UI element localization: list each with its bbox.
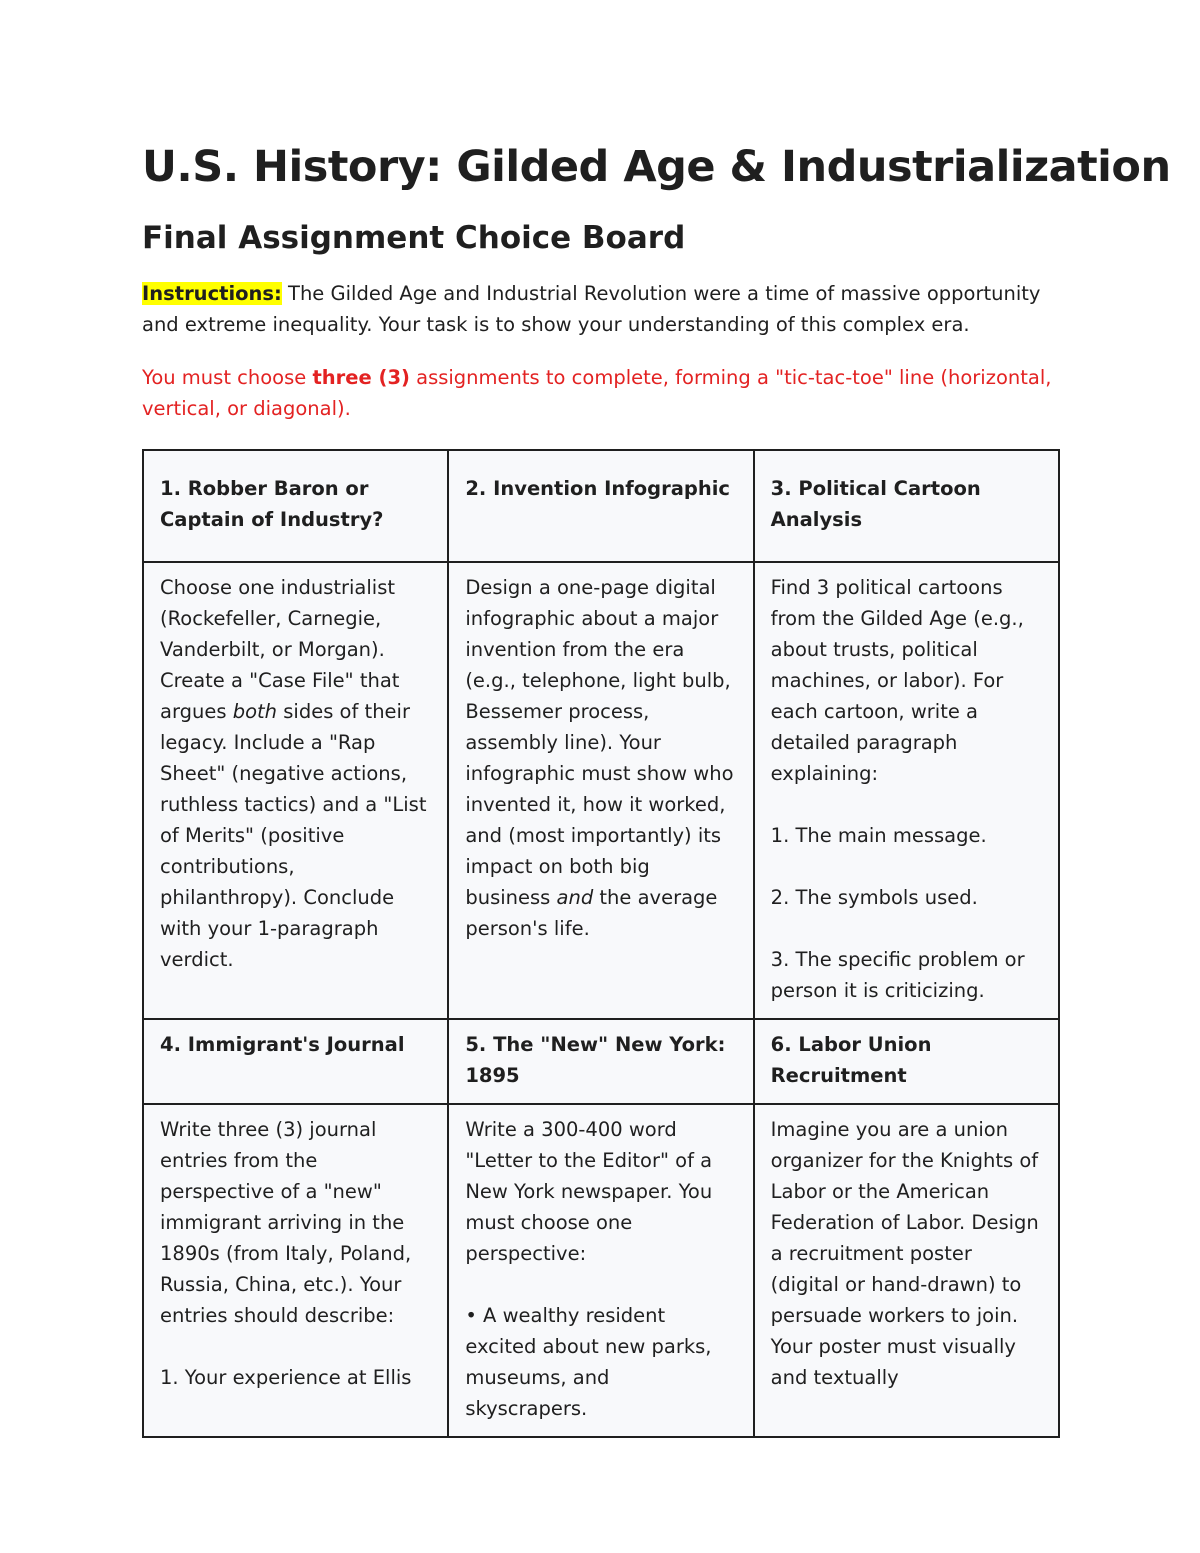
choose-requirement: [142, 362, 1072, 424]
choose-count: three (3): [312, 366, 410, 389]
table-row: [143, 450, 1059, 562]
list-item: 1. Your experience at Ellis: [160, 1366, 412, 1389]
list-item: 1. The main message.: [770, 824, 987, 847]
list-item: 3. The specific problem or person it is criticizing.: [770, 948, 1025, 1002]
table-row: [143, 1019, 1059, 1104]
choose-text-before: You must choose: [142, 366, 313, 389]
cell-body-1: Choose one industrialist (Rockefeller, Carnegie, Vanderbilt, or Morgan). Create a "Case File" that argues both sides of their legacy. Include a "Rap Sheet" (negative actions, ruthless tactics) and a "List of Merits" (positive contributions, philanthropy). Conclude with your 1-paragraph verdict.: [143, 562, 448, 1019]
cell-title-3: 3. Political Cartoon Analysis: [754, 450, 1059, 562]
instructions-label: Instructions:: [142, 282, 282, 305]
page-title: U.S. History: Gilded Age & Industrialization: [142, 142, 1171, 192]
instructions-paragraph: [142, 278, 1072, 340]
table-row: [143, 562, 1059, 1019]
cell-body-2: Design a one-page digital infographic about a major invention from the era (e.g., telephone, light bulb, Bessemer process, assembly line). Your infographic must show who invented it, how it worked, and (most importantly) its impact on both big business and the average person's life.: [448, 562, 753, 1019]
page-subtitle: Final Assignment Choice Board: [142, 220, 686, 256]
cell-title-5: 5. The "New" New York: 1895: [448, 1019, 753, 1104]
list-item: • A wealthy resident excited about new parks, museums, and skyscrapers.: [465, 1304, 712, 1420]
instructions-text: The Gilded Age and Industrial Revolution were a time of massive opportunity and extreme inequality. Your task is to show your understanding of this complex era.: [142, 282, 1041, 336]
cell-title-2: 2. Invention Infographic: [448, 450, 753, 562]
choose-text-after: assignments to complete, forming a "tic-tac-toe" line (horizontal, vertical, or diagonal).: [142, 366, 1052, 420]
cell-body-3: Find 3 political cartoons from the Gilded Age (e.g., about trusts, political machines, or labor). For each cartoon, write a detailed paragraph explaining: 1. The main message. 2. The symbols used. 3. The specific problem or person it is criticizing.: [754, 562, 1059, 1019]
list-item: 2. The symbols used.: [770, 886, 978, 909]
cell-body-5: Write a 300-400 word "Letter to the Editor" of a New York newspaper. You must choose one perspective: • A wealthy resident excited about new parks, museums, and skyscrapers.: [448, 1104, 753, 1437]
cell-body-6: Imagine you are a union organizer for the Knights of Labor or the American Federation of Labor. Design a recruitment poster (digital or hand-drawn) to persuade workers to join. Your poster must visually and textually: [754, 1104, 1059, 1437]
choice-board-table: [142, 449, 1060, 1438]
table-row: [143, 1104, 1059, 1437]
cell-title-4: 4. Immigrant's Journal: [143, 1019, 448, 1104]
cell-body-4: Write three (3) journal entries from the perspective of a "new" immigrant arriving in the 1890s (from Italy, Poland, Russia, China, etc.). Your entries should describe: 1. Your experience at Ellis: [143, 1104, 448, 1437]
cell-title-6: 6. Labor Union Recruitment: [754, 1019, 1059, 1104]
cell-title-1: 1. Robber Baron or Captain of Industry?: [143, 450, 448, 562]
